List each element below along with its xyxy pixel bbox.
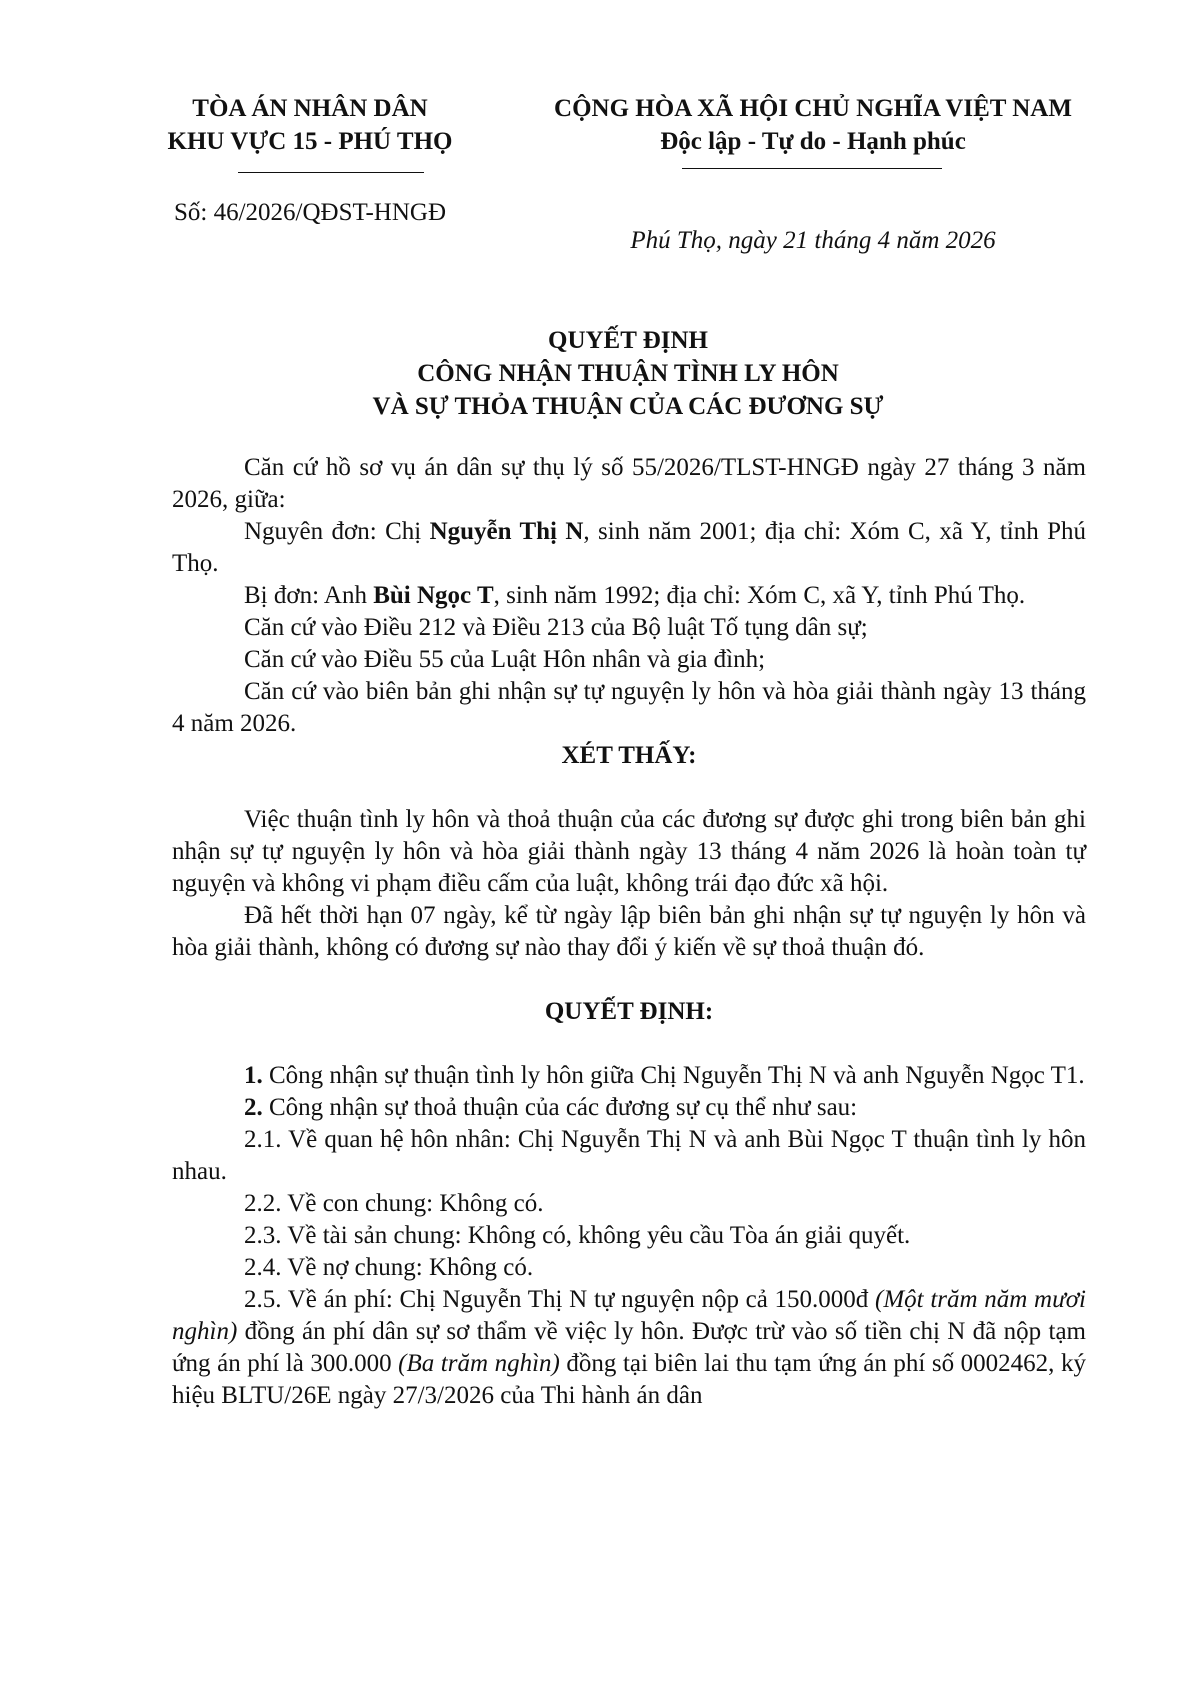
- decision-item-2-1: 2.1. Về quan hệ hôn nhân: Chị Nguyễn Thị N và anh Bùi Ngọc T thuận tình ly hôn nhau.: [172, 1126, 1086, 1185]
- document-body: [172, 452, 1086, 1412]
- republic-motto: Độc lập - Tự do - Hạnh phúc: [660, 128, 966, 155]
- basis-family-law: Căn cứ vào Điều 55 của Luật Hôn nhân và gia đình;: [244, 646, 766, 673]
- title-line-2: CÔNG NHẬN THUẬN TÌNH LY HÔN: [417, 360, 839, 387]
- basis-civil-procedure: Căn cứ vào Điều 212 và Điều 213 của Bộ luật Tố tụng dân sự;: [244, 614, 868, 641]
- document-title: [160, 324, 1096, 423]
- findings-paragraph-2: Đã hết thời hạn 07 ngày, kể từ ngày lập biên bản ghi nhận sự tự nguyện ly hôn và hòa giải thành, không có đương sự nào thay đổi ý kiến về sự thoả thuận đó.: [172, 902, 1086, 961]
- findings-paragraph-1: Việc thuận tình ly hôn và thoả thuận của các đương sự được ghi trong biên bản ghi nhận sự tự nguyện ly hôn và hòa giải thành ngày 13 tháng 4 năm 2026 là hoàn toàn tự nguyện và không vi phạm điều cấm của luật, không trái đạo đức xã hội.: [172, 806, 1086, 897]
- decision-item-1: 1. Công nhận sự thuận tình ly hôn giữa Chị Nguyễn Thị N và anh Nguyễn Ngọc T1.: [244, 1062, 1085, 1089]
- place-date: Phú Thọ, ngày 21 tháng 4 năm 2026: [630, 227, 996, 254]
- basis-case-file: Căn cứ hồ sơ vụ án dân sự thụ lý số 55/2026/TLST-HNGĐ ngày 27 tháng 3 năm 2026, giữa:: [172, 454, 1086, 513]
- title-line-1: QUYẾT ĐỊNH: [548, 327, 708, 354]
- court-header: [160, 92, 460, 158]
- decision-item-2-3: 2.3. Về tài sản chung: Không có, không yêu cầu Tòa án giải quyết.: [244, 1222, 911, 1249]
- basis-record: Căn cứ vào biên bản ghi nhận sự tự nguyện ly hôn và hòa giải thành ngày 13 tháng 4 năm 2026.: [172, 678, 1086, 737]
- plaintiff-name: Nguyễn Thị N: [429, 518, 584, 545]
- defendant-name: Bùi Ngọc T: [373, 582, 494, 609]
- republic-header: [528, 92, 1098, 158]
- findings-heading: XÉT THẤY:: [561, 742, 697, 769]
- motto-underline: [682, 168, 942, 169]
- court-name: TÒA ÁN NHÂN DÂN: [192, 95, 428, 122]
- decision-item-2-2: 2.2. Về con chung: Không có.: [244, 1190, 544, 1217]
- defendant-info: Bị đơn: Anh Bùi Ngọc T, sinh năm 1992; địa chỉ: Xóm C, xã Y, tỉnh Phú Thọ.: [244, 582, 1026, 609]
- court-region: KHU VỰC 15 - PHÚ THỌ: [167, 128, 453, 155]
- republic-name: CỘNG HÒA XÃ HỘI CHỦ NGHĨA VIỆT NAM: [554, 95, 1072, 122]
- plaintiff-info: Nguyên đơn: Chị Nguyễn Thị N, sinh năm 2001; địa chỉ: Xóm C, xã Y, tỉnh Phú Thọ.: [172, 518, 1086, 577]
- decision-item-2-4: 2.4. Về nợ chung: Không có.: [244, 1254, 534, 1281]
- decision-item-2-5: 2.5. Về án phí: Chị Nguyễn Thị N tự nguyện nộp cả 150.000đ (Một trăm năm mươi nghìn) đồng án phí dân sự sơ thẩm về việc ly hôn. Được trừ vào số tiền chị N đã nộp tạm ứng án phí là 300.000 (Ba trăm nghìn) đồng tại biên lai thu tạm ứng án phí số 0002462, ký hiệu BLTU/26E ngày 27/3/2026 của Thi hành án dân: [172, 1286, 1086, 1409]
- document-number: Số: 46/2026/QĐST-HNGĐ: [173, 199, 447, 226]
- title-line-3: VÀ SỰ THỎA THUẬN CỦA CÁC ĐƯƠNG SỰ: [372, 393, 884, 420]
- court-underline: [238, 172, 424, 173]
- decision-heading: QUYẾT ĐỊNH:: [544, 998, 714, 1025]
- decision-item-2: 2. Công nhận sự thoả thuận của các đương sự cụ thể như sau:: [244, 1094, 858, 1121]
